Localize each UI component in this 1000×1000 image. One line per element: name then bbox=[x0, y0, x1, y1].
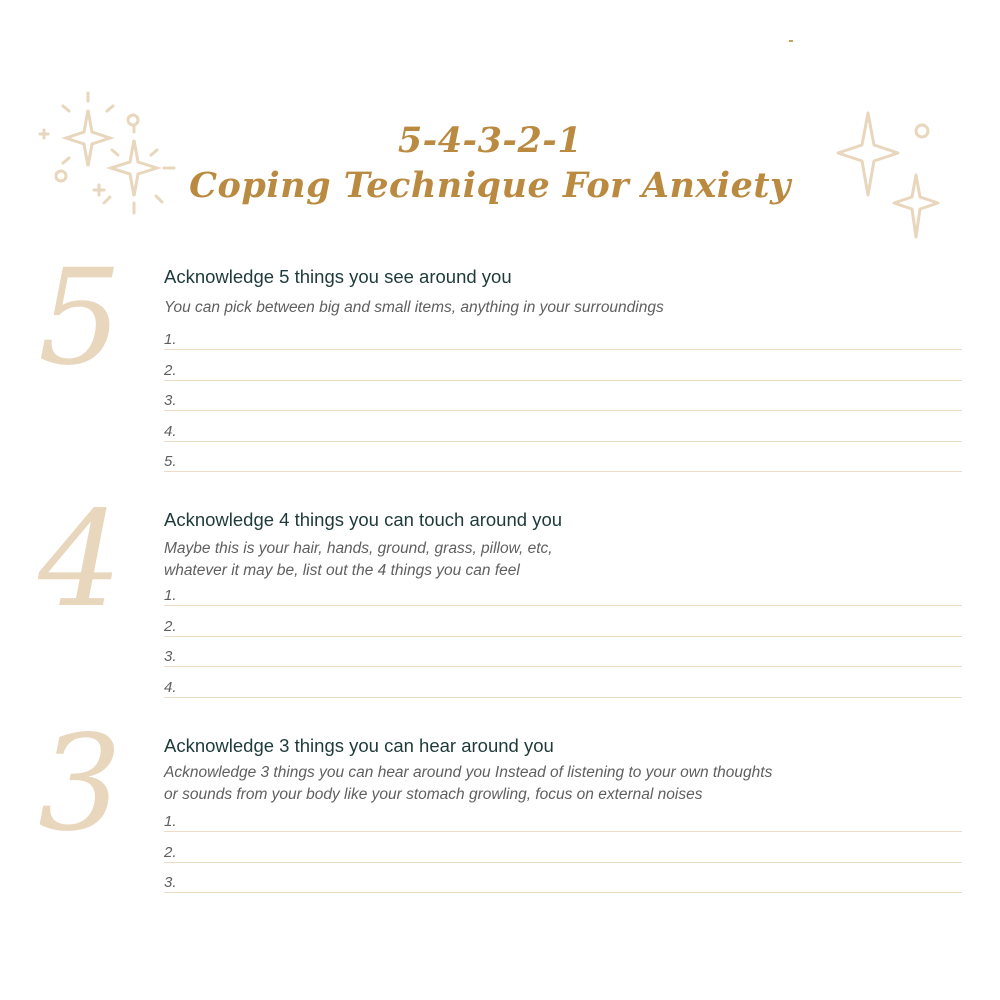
answer-line-number: 3. bbox=[164, 392, 177, 410]
section-heading: Acknowledge 3 things you can hear around you bbox=[164, 735, 554, 756]
answer-line[interactable] bbox=[164, 667, 962, 697]
answer-line-number: 2. bbox=[164, 843, 177, 861]
answer-lines bbox=[164, 320, 962, 472]
answer-line-number: 2. bbox=[164, 361, 177, 379]
sparkles-cluster-icon bbox=[34, 88, 179, 223]
answer-line[interactable] bbox=[164, 802, 962, 832]
title-line-2: Coping Technique For Anxiety bbox=[189, 165, 791, 206]
answer-line[interactable] bbox=[164, 576, 962, 606]
section-number: 5 bbox=[38, 241, 122, 395]
instruction-line: Maybe this is your hair, hands, ground, grass, pillow, etc, bbox=[164, 540, 553, 557]
section-number: 4 bbox=[38, 483, 122, 637]
section-instructions bbox=[164, 762, 772, 806]
sparkles-pair-icon bbox=[830, 105, 950, 245]
instruction-line: whatever it may be, list out the 4 things you can feel bbox=[164, 562, 520, 579]
decorative-dot bbox=[789, 40, 793, 42]
answer-line-number: 5. bbox=[164, 452, 177, 470]
section-heading: Acknowledge 5 things you see around you bbox=[164, 266, 512, 287]
answer-line-number: 4. bbox=[164, 422, 177, 440]
answer-line-number: 1. bbox=[164, 813, 177, 831]
answer-lines bbox=[164, 576, 962, 698]
answer-line-number: 4. bbox=[164, 678, 177, 696]
page-title bbox=[160, 118, 820, 208]
answer-line[interactable] bbox=[164, 863, 962, 893]
answer-line[interactable] bbox=[164, 320, 962, 350]
instruction-line: or sounds from your body like your stomach growling, focus on external noises bbox=[164, 786, 703, 803]
title-line-1: 5-4-3-2-1 bbox=[397, 120, 583, 161]
answer-line[interactable] bbox=[164, 381, 962, 411]
answer-line-number: 2. bbox=[164, 617, 177, 635]
answer-line[interactable] bbox=[164, 350, 962, 380]
answer-lines bbox=[164, 802, 962, 893]
answer-line[interactable] bbox=[164, 442, 962, 472]
answer-line-number: 3. bbox=[164, 874, 177, 892]
answer-line-number: 1. bbox=[164, 331, 177, 349]
answer-line-number: 3. bbox=[164, 648, 177, 666]
section-heading: Acknowledge 4 things you can touch around you bbox=[164, 509, 563, 530]
instruction-line: Acknowledge 3 things you can hear around you Instead of listening to your own thoughts bbox=[164, 764, 773, 781]
instruction-line: You can pick between big and small items, anything in your surroundings bbox=[164, 299, 664, 316]
answer-line-number: 1. bbox=[164, 587, 177, 605]
answer-line[interactable] bbox=[164, 637, 962, 667]
section-instructions bbox=[164, 297, 664, 319]
answer-line[interactable] bbox=[164, 606, 962, 636]
answer-line[interactable] bbox=[164, 832, 962, 862]
answer-line[interactable] bbox=[164, 411, 962, 441]
section-number: 3 bbox=[38, 707, 122, 861]
